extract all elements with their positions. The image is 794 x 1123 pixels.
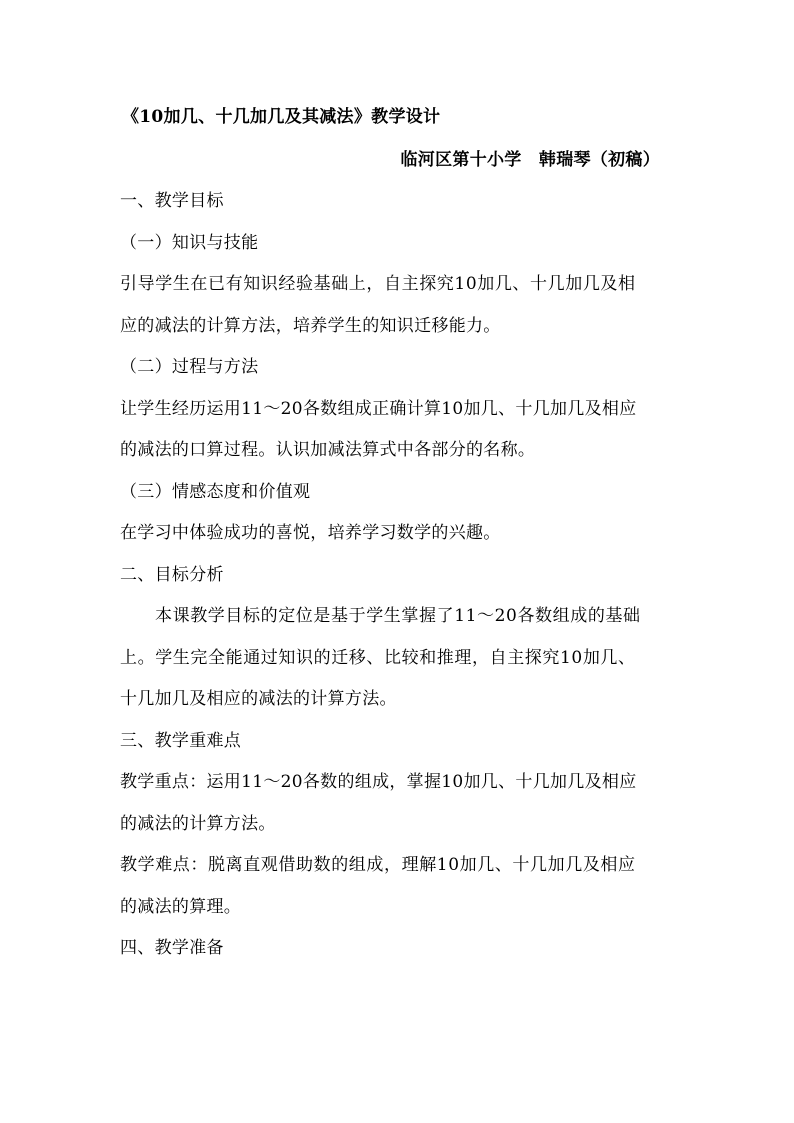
heading-goal-analysis: 二、目标分析 — [120, 565, 224, 585]
subheading-process-method: （二）过程与方法 — [120, 357, 259, 377]
paragraph-line: 教学难点：脱离直观借助数的组成，理解10加几、十几加几及相应 — [120, 855, 636, 875]
paragraph-line: 的减法的计算方法。 — [120, 814, 276, 834]
subheading-emotion-values: （三）情感态度和价值观 — [120, 482, 311, 502]
heading-teaching-preparation: 四、教学准备 — [120, 938, 224, 958]
paragraph-line: 在学习中体验成功的喜悦，培养学习数学的兴趣。 — [120, 523, 501, 543]
paragraph-line: 十几加几及相应的减法的计算方法。 — [120, 689, 397, 709]
paragraph-line: 引导学生在已有知识经验基础上，自主探究10加几、十几加几及相 — [120, 274, 636, 294]
paragraph-line: 的减法的算理。 — [120, 897, 242, 917]
paragraph-line: 应的减法的计算方法，培养学生的知识迁移能力。 — [120, 316, 501, 336]
paragraph-line: 本课教学目标的定位是基于学生掌握了11～20各数组成的基础 — [155, 606, 641, 626]
heading-teaching-goals: 一、教学目标 — [120, 191, 224, 211]
subheading-knowledge-skills: （一）知识与技能 — [120, 233, 259, 253]
document-author: 临河区第十小学 韩瑞琴（初稿） — [400, 150, 660, 170]
heading-key-difficult-points: 三、教学重难点 — [120, 731, 242, 751]
paragraph-line: 上。学生完全能通过知识的迁移、比较和推理，自主探究10加几、 — [120, 648, 636, 668]
paragraph-line: 让学生经历运用11～20各数组成正确计算10加几、十几加几及相应 — [120, 399, 637, 419]
paragraph-line: 教学重点：运用11～20各数的组成，掌握10加几、十几加几及相应 — [120, 772, 637, 792]
document-title: 《10加几、十几加几及其减法》教学设计 — [122, 107, 441, 127]
paragraph-line: 的减法的口算过程。认识加减法算式中各部分的名称。 — [120, 440, 536, 460]
